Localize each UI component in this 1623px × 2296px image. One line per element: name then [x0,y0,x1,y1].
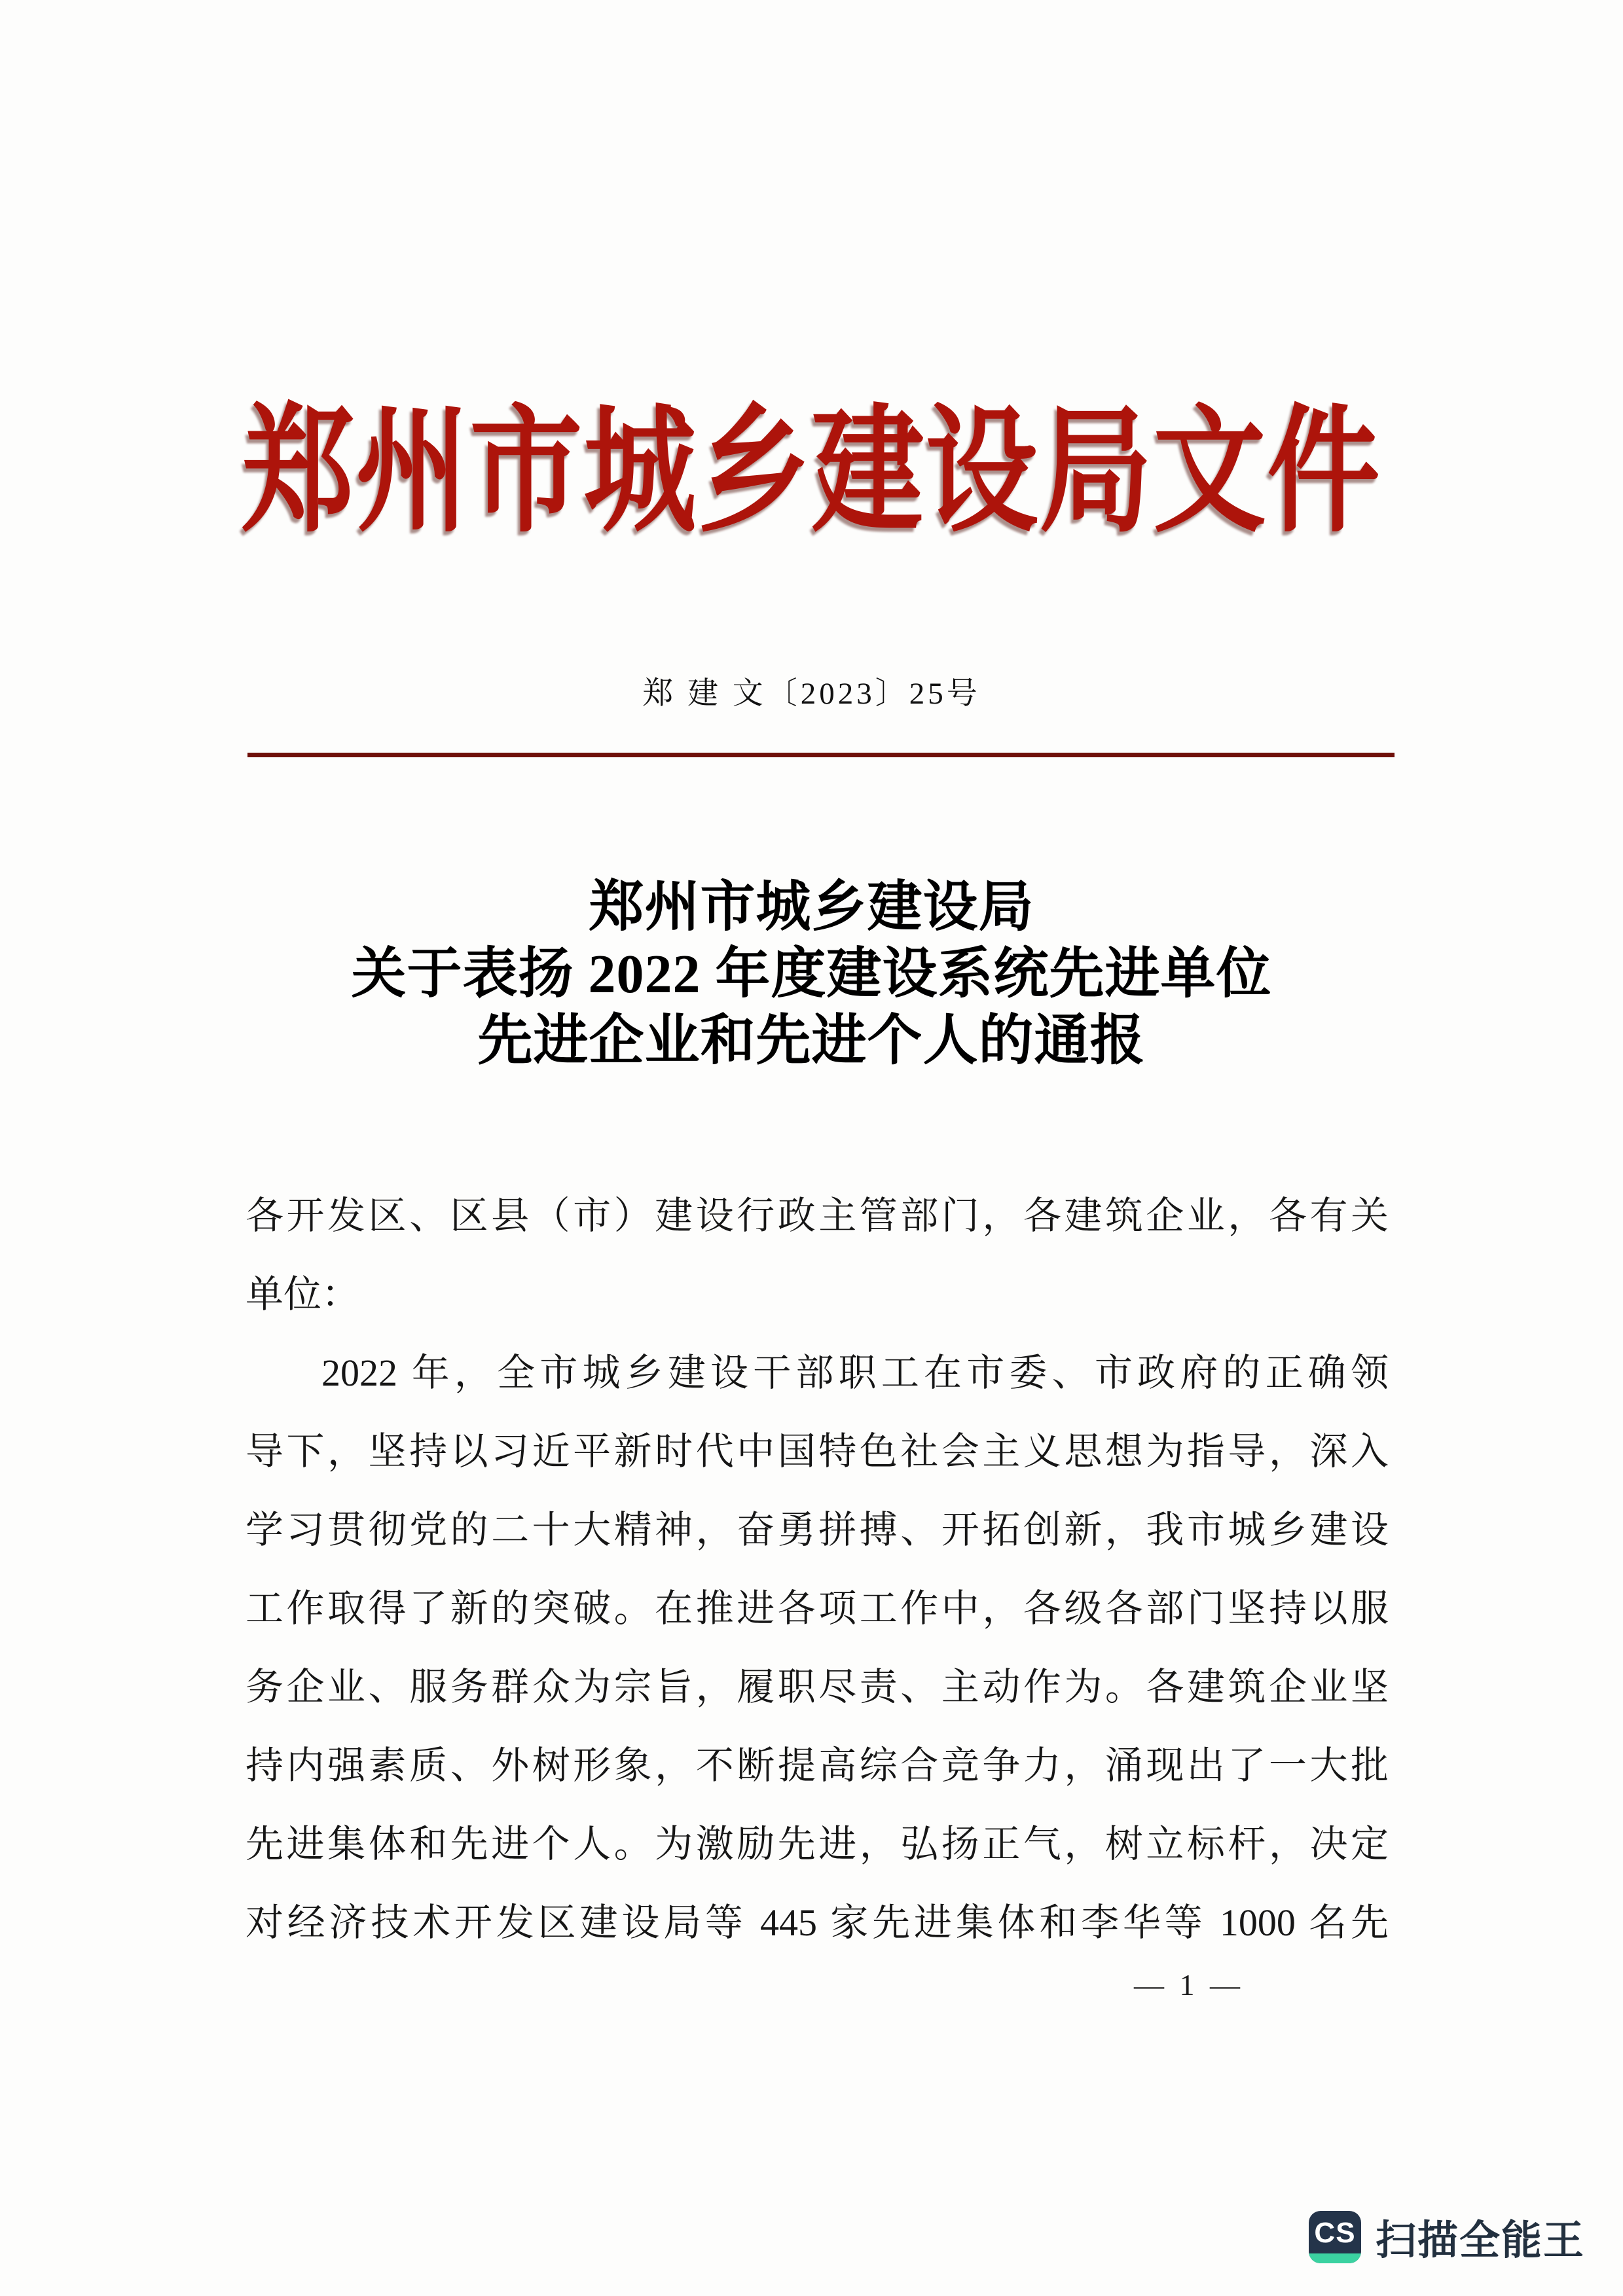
paragraph-line: 先进集体和先进个人。为激励先进，弘扬正气，树立标杆，决定 [246,1823,1389,1865]
document-title-line-2: 关于表扬 2022 年度建设系统先进单位 [351,944,1272,1005]
paragraph-line: 对经济技术开发区建设局等 445 家先进集体和李华等 1000 名先 [246,1901,1389,1944]
paragraph-line: 务企业、服务群众为宗旨，履职尽责、主动作为。各建筑企业坚 [246,1666,1389,1708]
red-separator-rule [247,753,1395,757]
paragraph-line: 工作取得了新的突破。在推进各项工作中，各级各部门坚持以服 [246,1587,1389,1630]
salutation-line: 各开发区、区县（市）建设行政主管部门，各建筑企业，各有关 [246,1194,1389,1237]
page-number: — 1 — [1134,1968,1244,2001]
camscanner-icon-accent [1309,2253,1361,2263]
camscanner-icon-letters: CS [1314,2216,1356,2249]
document-title [0,874,1623,1075]
document-body [246,1177,1389,1962]
paragraph-line: 导下，坚持以习近平新时代中国特色社会主义思想为指导，深入 [246,1430,1389,1473]
paragraph-line: 2022 年，全市城乡建设干部职工在市委、市政府的正确领 [321,1352,1389,1394]
document-title-line-3: 先进企业和先进个人的通报 [477,1011,1146,1071]
camscanner-label: 扫描全能王 [1375,2218,1585,2263]
letterhead-title: 郑州市城乡建设局文件 [242,397,1381,549]
salutation-line: 单位： [246,1273,360,1316]
paragraph-line: 持内强素质、外树形象，不断提高综合竞争力，涌现出了一大批 [246,1744,1389,1787]
document-reference-number: 郑 建 文〔2023〕25号 [642,677,981,711]
document-title-line-1: 郑州市城乡建设局 [589,877,1034,938]
camscanner-watermark [1309,2208,1585,2266]
paragraph-line: 学习贯彻党的二十大精神，奋勇拼搏、开拓创新，我市城乡建设 [246,1509,1389,1551]
camscanner-icon [1309,2211,1361,2263]
